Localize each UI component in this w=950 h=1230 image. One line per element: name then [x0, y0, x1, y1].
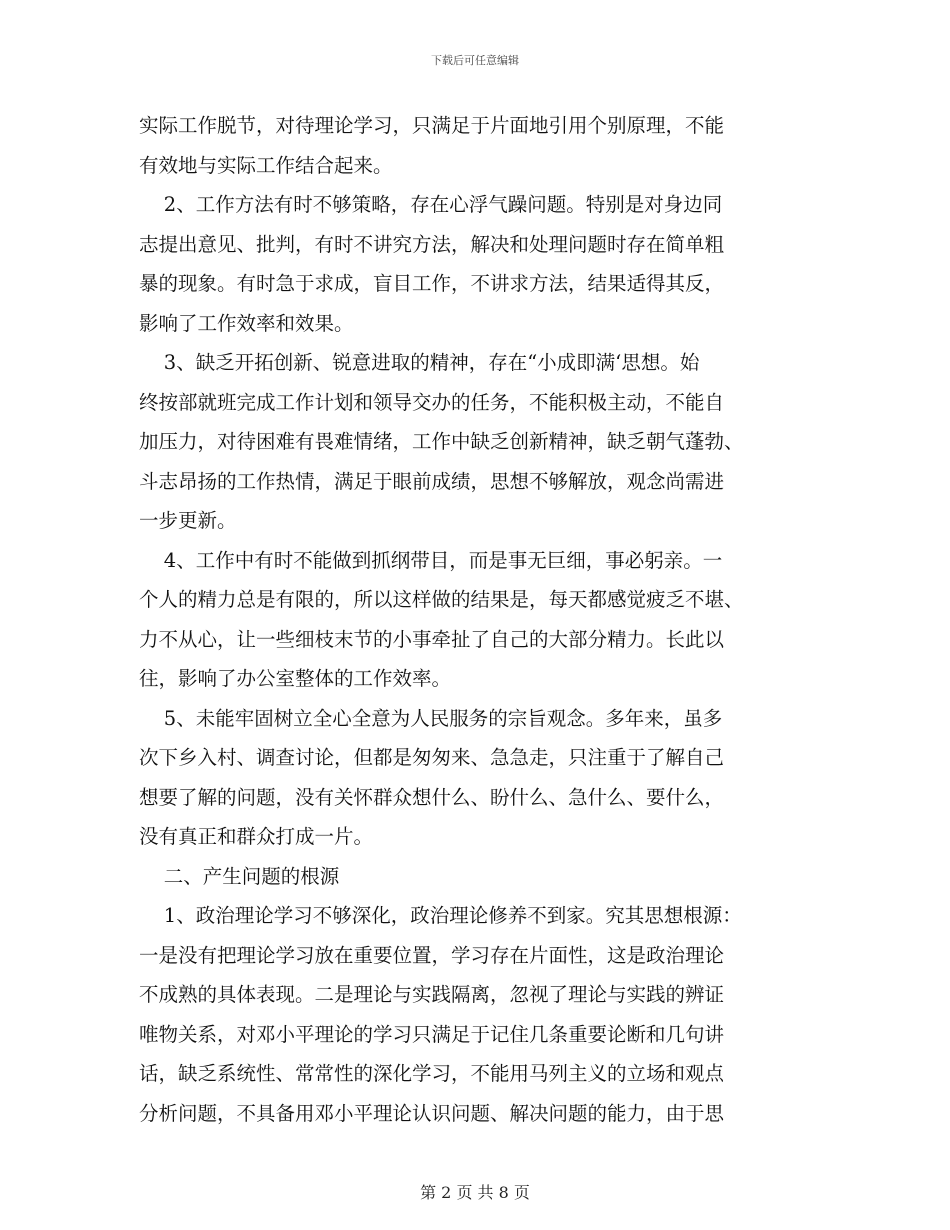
- text-line: 1、政治理论学习不够深化，政治理论修养不到家。究其思想根源：: [139, 904, 742, 927]
- text-line: 个人的精力总是有限的，所以这样做的结果是，每天都感觉疲乏不堪、: [139, 588, 744, 611]
- page-footer: 第 2 页 共 8 页: [420, 1183, 530, 1202]
- text-line: 次下乡入村、调查讨论，但都是匆匆来、急急走，只注重于了解自己: [139, 746, 725, 769]
- text-line: 分析问题，不具备用邓小平理论认识问题、解决问题的能力，由于思: [139, 1101, 725, 1125]
- text-line: 一是没有把理论学习放在重要位置，学习存在片面性，这是政治理论: [139, 943, 725, 967]
- text-line: 2、工作方法有时不够策略，存在心浮气躁问题。特别是对身边同: [139, 193, 723, 216]
- text-line: 没有真正和群众打成一片。: [139, 825, 374, 848]
- text-line: 唯物关系，对邓小平理论的学习只满足于记住几条重要论断和几句讲: [139, 1022, 725, 1046]
- body-text: [139, 106, 819, 1133]
- text-line: 暴的现象。有时急于求成，盲目工作，不讲求方法，结果适得其反，: [139, 272, 725, 295]
- text-line: 不成熟的具体表现。二是理论与实践隔离，忽视了理论与实践的辨证: [139, 983, 725, 1006]
- text-line: 力不从心，让一些细枝末节的小事牵扯了自己的大部分精力。长此以: [139, 627, 725, 651]
- text-line: 有效地与实际工作结合起来。: [139, 153, 393, 177]
- text-line: 想要了解的问题，没有关怀群众想什么、盼什么、急什么、要什么，: [139, 785, 725, 809]
- text-line: 加压力，对待困难有畏难情绪，工作中缺乏创新精神，缺乏朝气蓬勃、: [139, 430, 744, 453]
- text-line: 影响了工作效率和效果。: [139, 311, 354, 335]
- text-line: 一步更新。: [139, 509, 237, 532]
- text-line: 5、未能牢固树立全心全意为人民服务的宗旨观念。多年来，虽多: [139, 706, 723, 730]
- section-heading: 二、产生问题的根源: [139, 864, 340, 888]
- text-line: 志提出意见、批判，有时不讲究方法，解决和处理问题时存在简单粗: [139, 232, 725, 256]
- text-line: 4、工作中有时不能做到抓纲带目，而是事无巨细，事必躬亲。一: [139, 548, 723, 572]
- page-header: 下载后可任意编辑: [431, 54, 519, 67]
- text-line: 实际工作脱节，对待理论学习，只满足于片面地引用个别原理，不能: [139, 114, 725, 137]
- text-line: 终按部就班完成工作计划和领导交办的任务，不能积极主动，不能自: [139, 390, 725, 414]
- text-line: 话，缺乏系统性、常常性的深化学习，不能用马列主义的立场和观点: [139, 1062, 725, 1085]
- text-line: 往，影响了办公室整体的工作效率。: [139, 667, 452, 690]
- text-line: 斗志昂扬的工作热情，满足于眼前成绩，思想不够解放，观念尚需进: [139, 469, 725, 493]
- text-line: 3、缺乏开拓创新、锐意进取的精神，存在“小成即满‘思想。始: [139, 351, 700, 374]
